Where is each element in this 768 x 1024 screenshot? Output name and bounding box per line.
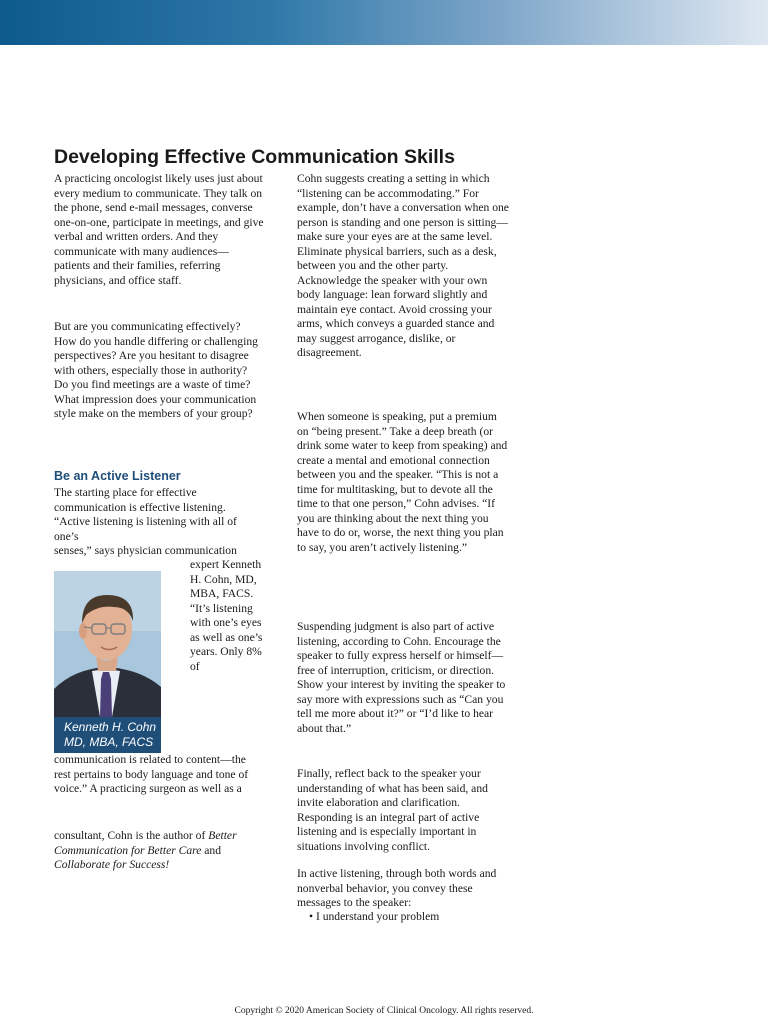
caption-name: Kenneth H. Cohn [64,720,157,734]
col1-paragraph-2: But are you communicating effectively? How do you handle differing or challenging perspectives? Are you hesitant to disagree with others, especially those in authority? Do you find meetings are a waste of time? What impression does your communication style make on the members of your group? [54,320,258,420]
caption-credentials: MD, MBA, FACS [64,734,154,749]
col1-paragraph-4-and: and [201,843,222,857]
col1-paragraph-3-line: senses,” says physician communication [54,544,237,557]
copyright-footer: Copyright © 2020 American Society of Clinical Oncology. All rights reserved. [234,1006,534,1016]
col1-paragraph-4-prefix: consultant, Cohn is the author of [54,829,209,842]
book-title-2: Collaborate for Success! [54,858,170,871]
col1-wrap-text: expert Kenneth H. Cohn, MD, MBA, FACS. “It’s listening with one’s eyes as well as one’s years. Only 8% of [190,558,263,673]
col2-paragraph-3: Suspending judgment is also part of active listening, according to Cohn. Encourage the speaker to fully express herself or himself—free of interruption, criticism, or direction. Show your interest by inviting the speaker to say more with expressions such as “Can you tell me more about it?” or “I’d like to hear about that.” [297,620,506,735]
header-bar [0,0,768,45]
col2-paragraph-2: When someone is speaking, put a premium on “being present.” Take a deep breath (or drink some water to keep from speaking) and create a mental and emotional connection between you and the speaker. “This is not a time for multitasking, but to devote all the time to that one person,” Cohn advises. “If you are thinking about the next thing you have to do or, worse, the next thing you plan to say, you aren’t actively listening.” [297,410,508,554]
col1-paragraph-1: A practicing oncologist likely uses just about every medium to communicate. They talk on the phone, send e-mail messages, converse one-on-one, participate in meetings, and give verbal and written orders. And they communicate with many audiences—patients and their families, referring physicians, and office staff. [54,172,264,287]
section-heading: Be an Active Listener [54,469,181,483]
bullet-item: • I understand your problem [309,910,440,923]
author-photo [54,571,161,753]
book-title-1: Better Communication for Better Care [54,829,237,857]
page-title: Developing Effective Communication Skills [54,146,455,168]
col2-paragraph-1: Cohn suggests creating a setting in which “listening can be accommodating.” For example, don’t have a conversation when one person is standing and one person is sitting—make sure your eyes are at the same level. Eliminate physical barriers, such as a desk, between you and the other party. Acknowledge the speaker with your own body language: lean forward slightly and maintain eye contact. Avoid crossing your arms, which conveys a guarded stance and may suggest arrogance, dislike, or disagreement. [297,172,509,359]
col1-paragraph-3: The starting place for effective communication is effective listening. “Active listening is listening with all of one’s [54,486,237,543]
col2-paragraph-4: Finally, reflect back to the speaker your understanding of what has been said, and invite elaboration and clarification. Responding is an integral part of active listening and is especially important in situations involving conflict. [297,767,488,853]
photo-caption [54,717,161,753]
col2-paragraph-5: In active listening, through both words and nonverbal behavior, you convey these messages to the speaker: [297,867,497,909]
col1-paragraph-3-continued: communication is related to content—the rest pertains to body language and tone of voice.” A practicing surgeon as well as a [54,753,249,795]
col1-paragraph-4 [54,829,264,873]
portrait-image [54,571,161,717]
